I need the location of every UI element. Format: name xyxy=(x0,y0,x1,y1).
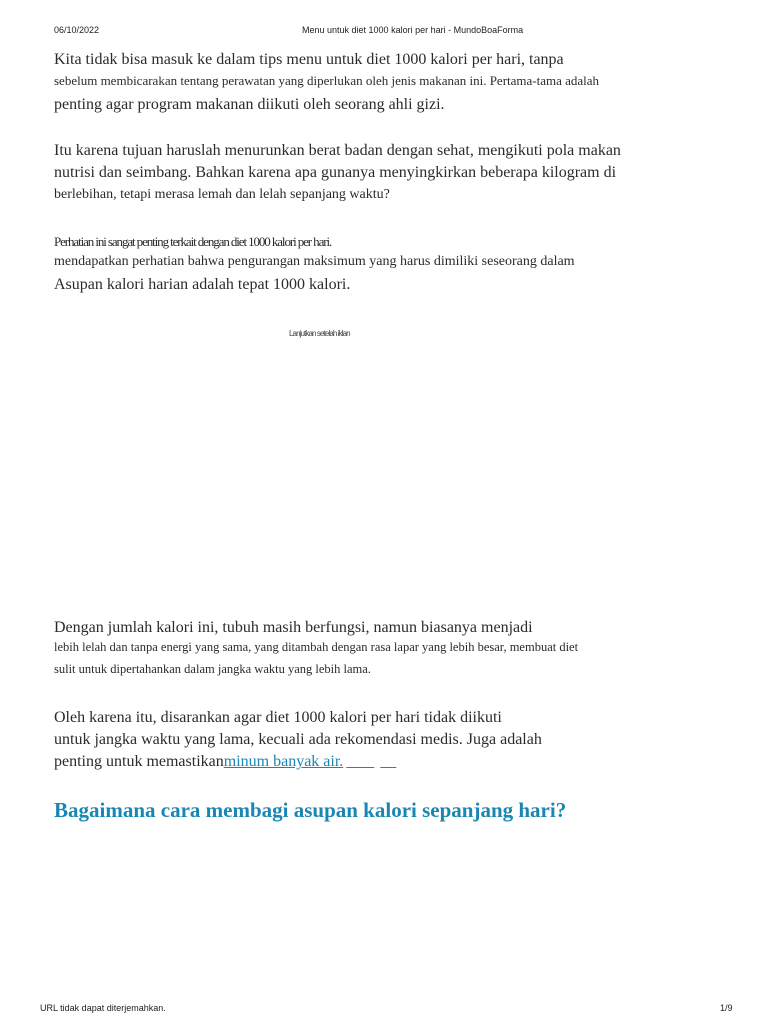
page-title: Menu untuk diet 1000 kalori per hari - MundoBoaForma xyxy=(302,25,524,35)
link-underline-gap xyxy=(346,753,374,770)
paragraph-4-line-2: lebih lelah dan tanpa energi yang sama, yang ditambah dengan rasa lapar yang lebih besar, membuat diet xyxy=(54,640,579,654)
paragraph-5-line-2: untuk jangka waktu yang lama, kecuali ada rekomendasi medis. Juga adalah xyxy=(54,731,542,748)
print-date: 06/10/2022 xyxy=(54,25,100,35)
paragraph-1-line-1: Kita tidak bisa masuk ke dalam tips menu untuk diet 1000 kalori per hari, tanpa xyxy=(54,51,564,68)
page-number: 1/9 xyxy=(720,1003,733,1013)
paragraph-5-line-1: Oleh karena itu, disarankan agar diet 1000 kalori per hari tidak diikuti xyxy=(54,709,502,726)
footer-url-note: URL tidak dapat diterjemahkan. xyxy=(40,1003,166,1013)
paragraph-2-line-2: nutrisi dan seimbang. Bahkan karena apa gunanya menyingkirkan beberapa kilogram di xyxy=(54,164,617,181)
paragraph-3-line-3: Asupan kalori harian adalah tepat 1000 kalori. xyxy=(54,276,351,293)
paragraph-4-line-1: Dengan jumlah kalori ini, tubuh masih berfungsi, namun biasanya menjadi xyxy=(54,619,533,636)
paragraph-4-line-3: sulit untuk dipertahankan dalam jangka waktu yang lebih lama. xyxy=(54,662,371,676)
paragraph-5-text: penting untuk memastikan xyxy=(54,753,224,770)
section-heading: Bagaimana cara membagi asupan kalori sepanjang hari? xyxy=(54,798,567,822)
drink-water-link[interactable]: minum banyak air. xyxy=(223,753,344,770)
paragraph-1-line-3: penting agar program makanan diikuti oleh seorang ahli gizi. xyxy=(54,96,445,113)
paragraph-3-line-1: Perhatian ini sangat penting terkait dengan diet 1000 kalori per hari. xyxy=(54,234,332,249)
paragraph-2-line-3: berlebihan, tetapi merasa lemah dan lelah sepanjang waktu? xyxy=(54,187,390,202)
paragraph-3-line-2: mendapatkan perhatian bahwa pengurangan maksimum yang harus dimiliki seseorang dalam xyxy=(54,254,575,269)
link-underline-trail xyxy=(380,753,396,770)
paragraph-2-line-1: Itu karena tujuan haruslah menurunkan berat badan dengan sehat, mengikuti pola makan xyxy=(54,142,621,159)
paragraph-1-line-2: sebelum membicarakan tentang perawatan yang diperlukan oleh jenis makanan ini. Pertama-tama adalah xyxy=(54,73,600,88)
continue-after-ad-label: Lanjutkan setelah iklan xyxy=(289,329,350,338)
paragraph-5-line-3 xyxy=(54,753,396,771)
